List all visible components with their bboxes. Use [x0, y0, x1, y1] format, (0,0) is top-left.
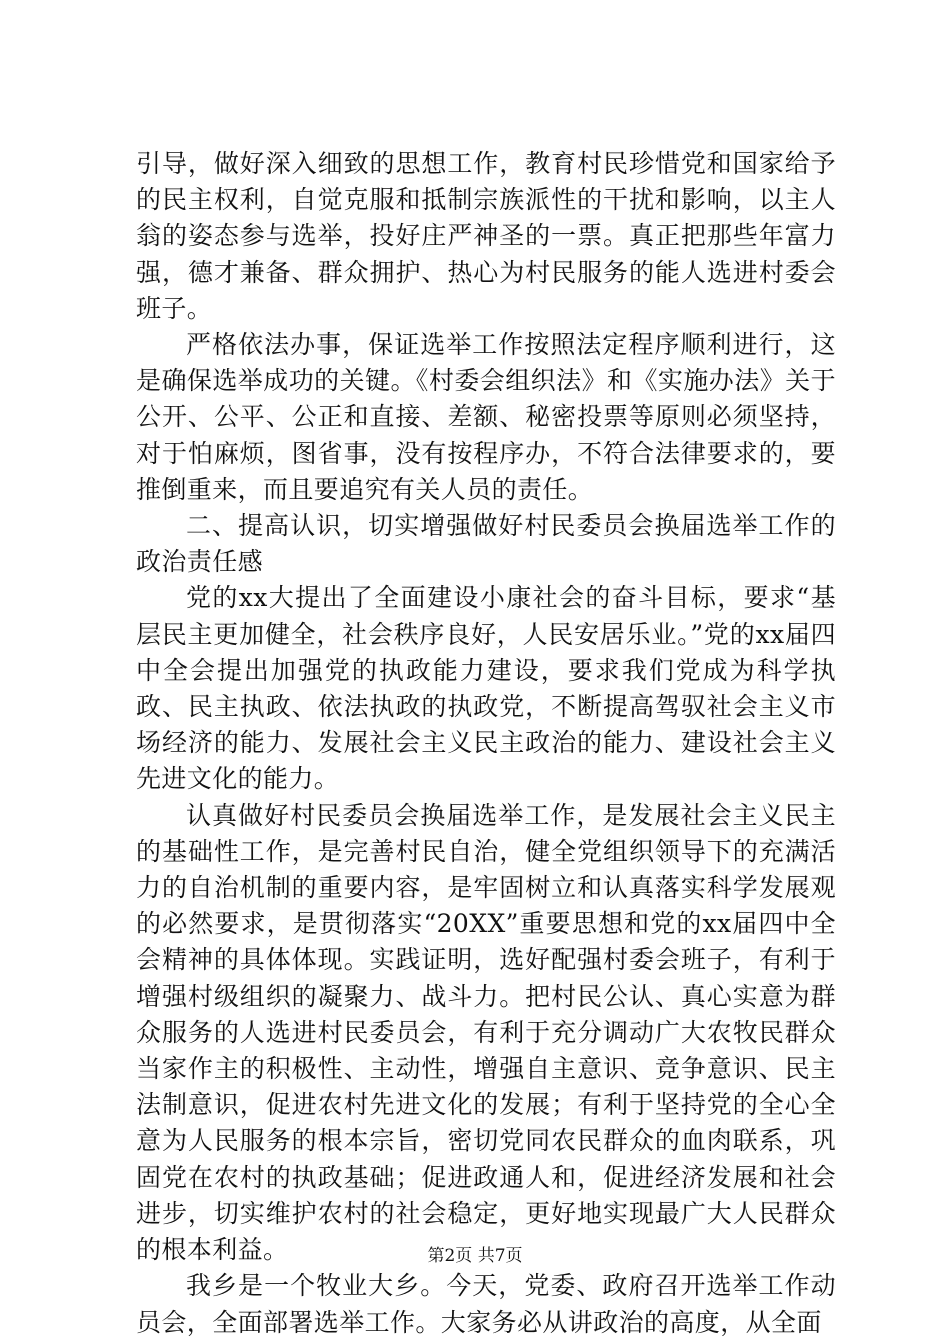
paragraph-1: 引导，做好深入细致的思想工作，教育村民珍惜党和国家给予的民主权利，自觉克服和抵制宗族派性的干扰和影响，以主人翁的姿态参与选举，投好庄严神圣的一票。真正把那些年富力强，德才兼备、群众拥护、热心为村民服务的能人选进村委会班子。: [136, 149, 836, 323]
paragraph-4: 认真做好村民委员会换届选举工作，是发展社会主义民主的基础性工作，是完善村民自治，健全党组织领导下的充满活力的自治机制的重要内容，是牢固树立和认真落实科学发展观的必然要求，是贯彻落实“20XX”重要思想和党的xx届四中全会精神的具体体现。实践证明，选好配强村委会班子，有利于增强村级组织的凝聚力、战斗力。把村民公认、真心实意为群众服务的人选进村民委员会，有利于充分调动广大农牧民群众当家作主的积极性、主动性，增强自主意识、竞争意识、民主法制意识，促进农村先进文化的发展；有利于坚持党的全心全意为人民服务的根本宗旨，密切党同农民群众的血肉联系，巩固党在农村的执政基础；促进政通人和，促进经济发展和社会进步，切实维护农村的社会稳定，更好地实现最广大人民群众的根本利益。: [136, 800, 836, 1265]
paragraph-3: 党的xx大提出了全面建设小康社会的奋斗目标，要求“基层民主更加健全，社会秩序良好，人民安居乐业。”党的xx届四中全会提出加强党的执政能力建设，要求我们党成为科学执政、民主执政、依法执政的执政党，不断提高驾驭社会主义市场经济的能力、发展社会主义民主政治的能力、建设社会主义先进文化的能力。: [136, 583, 836, 794]
paragraph-2: 严格依法办事，保证选举工作按照法定程序顺利进行，这是确保选举成功的关键。《村委会组织法》和《实施办法》关于公开、公平、公正和直接、差额、秘密投票等原则必须坚持，对于怕麻烦，图省事，没有按程序办，不符合法律要求的，要推倒重来，而且要追究有关人员的责任。: [136, 330, 836, 504]
page-number-footer: 第2页 共7页: [427, 1246, 523, 1266]
section-heading: 二、提高认识，切实增强做好村民委员会换届选举工作的政治责任感: [136, 511, 836, 577]
paragraph-5: 我乡是一个牧业大乡。今天，党委、政府召开选举工作动员会，全面部署选举工作。大家务必从讲政治的高度，从全面: [136, 1271, 836, 1337]
document-body: [136, 146, 836, 1341]
